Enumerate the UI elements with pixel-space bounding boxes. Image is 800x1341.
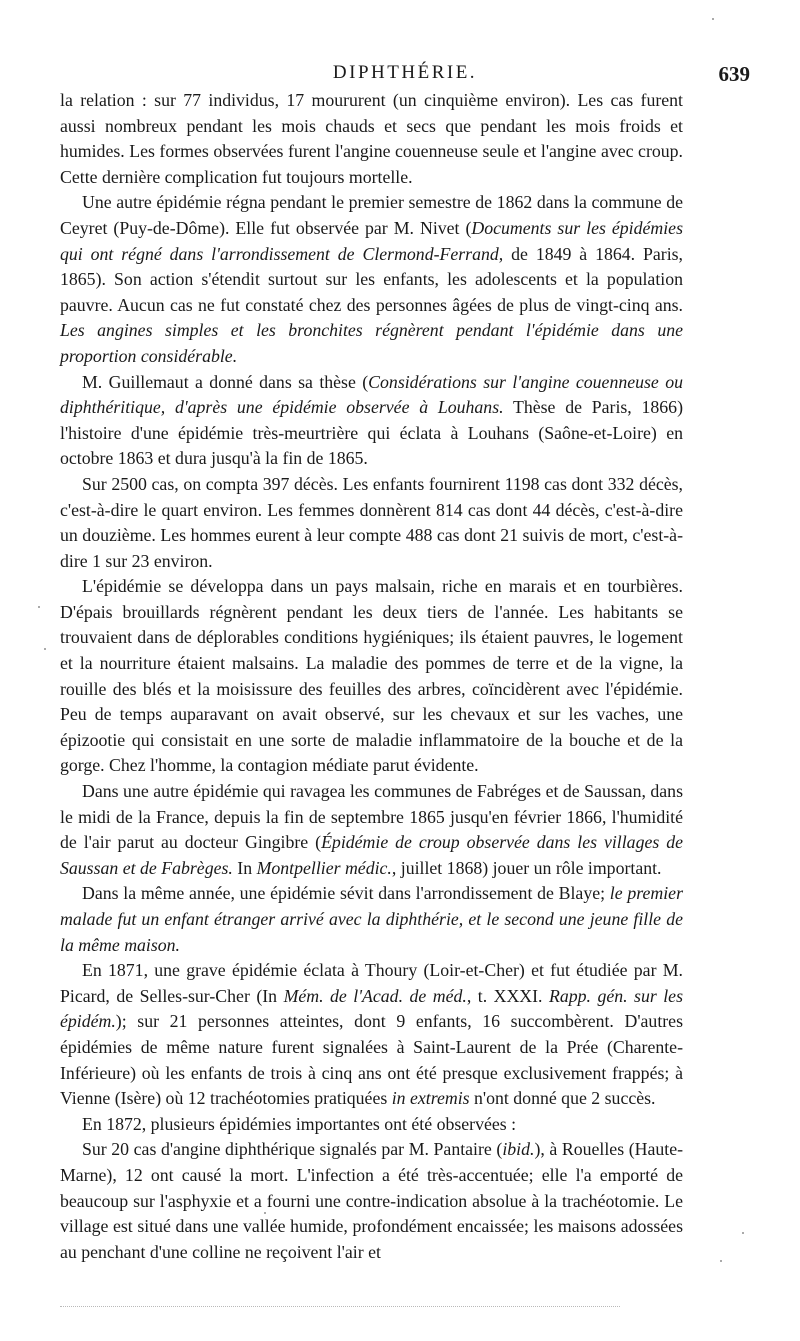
scan-speck: [264, 1212, 266, 1214]
text-run: En 1872, plusieurs épidémies importantes ont été observées :: [82, 1113, 517, 1134]
text-run: Dans une autre épidémie qui ravagea les communes de Fabréges et de Saussan, dans le midi de la France, depuis la fin de septembre 1865 jusqu'en février 1866, l'humidité de l'air parut au docteur Gingibre (: [60, 781, 683, 853]
paragraph-6: [60, 779, 683, 881]
italic-text: in extremis: [391, 1088, 470, 1109]
paragraph-1: [60, 88, 683, 190]
paragraph-2: [60, 190, 683, 369]
text-run: ); sur 21 personnes atteintes, dont 9 enfants, 16 succombèrent. D'autres épidémies de même nature furent signalées à Saint-Laurent de la Prée (Charente-Inférieure) où les enfants de trois à cinq ans ont été presque exclusivement frappés; à Vienne (Isère) où 12 trachéotomies pratiquées: [60, 1011, 683, 1109]
paragraph-10: [60, 1137, 683, 1265]
text-run: Dans la même année, une épidémie sévit dans l'arrondissement de Blaye;: [82, 883, 610, 904]
running-head: [60, 58, 750, 88]
scan-speck: [44, 648, 46, 650]
italic-citation: Considérations sur l'angine couenneuse ou diphthéritique, d'après une épidémie observée à Louhans.: [60, 371, 683, 418]
text-run: de 1849 à 1864. Paris, 1865). Son action s'étendit surtout sur les enfants, les adolescents et la population pauvre. Aucun cas ne fut constaté chez des personnes âgées de plus de vingt-cinq ans.: [60, 243, 683, 315]
paragraph-9: [60, 1112, 683, 1138]
text-run: En 1871, une grave épidémie éclata à Thoury (Loir-et-Cher) et fut étudiée par M. Picard, de Selles-sur-Cher (In: [60, 960, 683, 1006]
scan-speck: [38, 606, 40, 608]
paragraph-3: [60, 370, 683, 472]
text-run: Sur 2500 cas, on compta 397 décès. Les enfants fournirent 1198 cas dont 332 décès, c'est-à-dire le quart environ. Les femmes donnèrent 814 cas dont 44 décès, c'est-à-dire un douzième. Les hommes eurent à leur compte 488 cas dont 21 suivis de mort, c'est-à-dire 1 sur 23 environ.: [60, 473, 683, 571]
text-run: n'ont donné que 2 succès.: [469, 1088, 656, 1109]
paragraph-5: [60, 574, 683, 779]
running-title: DIPHTHÉRIE.: [332, 62, 478, 83]
paragraph-4: [60, 472, 683, 574]
text-run: , juillet 1868) jouer un rôle important.: [391, 857, 662, 878]
paragraph-7: [60, 881, 683, 958]
italic-citation: Documents sur les épidémies qui ont régné dans l'arrondissement de Clermond-Ferrand,: [60, 217, 683, 264]
paragraph-8: [60, 958, 683, 1112]
text-run: la relation : sur 77 individus, 17 moururent (un cinquième environ). Les cas furent aussi nombreux pendant les mois chauds et secs que pendant les mois froids et humides. Les formes observées furent l'angine couenneuse seule et l'angine avec croup. Cette dernière complication fut toujours mortelle.: [60, 90, 683, 187]
italic-citation: Épidémie de croup observée dans les villages de Saussan et de Fabrèges.: [60, 832, 683, 878]
text-run: In: [232, 857, 257, 878]
italic-citation: Rapp. gén. sur les épidém.: [60, 985, 683, 1032]
text-run: Sur 20 cas d'angine diphthérique signalés par M. Pantaire (: [82, 1139, 503, 1160]
page-number: 639: [718, 62, 750, 86]
text-run: , t. XXXI.: [466, 985, 549, 1006]
scan-speck: [720, 1260, 722, 1262]
italic-text: Les angines simples et les bronchites régnèrent pendant l'épidémie dans une proportion considérable.: [60, 320, 683, 366]
text-run: Une autre épidémie régna pendant le premier semestre de 1862 dans la commune de Ceyret (Puy-de-Dôme). Elle fut observée par M. Nivet (: [60, 192, 683, 238]
text-run: ), à Rouelles (Haute-Marne), 12 ont causé la mort. L'infection a été très-accentuée; elle l'a emporté de beaucoup sur l'asphyxie et a fourni une contre-indication absolue à la trachéotomie. Le village est situé dans une vallée humide, profondément encaissée; les maisons adossées au penchant d'une colline ne reçoivent l'air et: [60, 1139, 684, 1262]
text-run: L'épidémie se développa dans un pays malsain, riche en marais et en tourbières. D'épais brouillards régnèrent pendant les deux tiers de l'année. Les habitants se trouvaient dans de déplorables conditions hygiéniques; ils étaient pauvres, le logement et la nourriture étaient malsains. La maladie des pommes de terre et de la vigne, la rouille des blés et la moisissure des feuilles des arbres, coïncidèrent avec l'épidémie. Peu de temps auparavant on avait observé, sur les chevaux et sur les vaches, une épizootie qui consistait en une sorte de maladie inflammatoire de la bouche et de la gorge. Chez l'homme, la contagion médiate parut évidente.: [60, 576, 683, 776]
text-run: Thèse de Paris, 1866) l'histoire d'une épidémie très-meurtrière qui éclata à Louhans (Saône-et-Loire) en octobre 1863 et dura jusqu'à la fin de 1865.: [60, 397, 683, 469]
scan-speck: [712, 18, 714, 20]
scan-speck: [742, 1232, 744, 1234]
italic-citation: ibid.: [502, 1139, 535, 1160]
body-text: [60, 88, 683, 1265]
scan-dotted-rule: [60, 1306, 620, 1307]
italic-citation: Mém. de l'Acad. de méd.: [283, 985, 467, 1006]
italic-text: le premier malade fut un enfant étranger arrivé avec la diphthérie, et le second une jeune fille de la même maison.: [60, 883, 683, 955]
text-run: M. Guillemaut a donné dans sa thèse (: [82, 371, 369, 392]
italic-citation: Montpellier médic.: [256, 857, 392, 878]
